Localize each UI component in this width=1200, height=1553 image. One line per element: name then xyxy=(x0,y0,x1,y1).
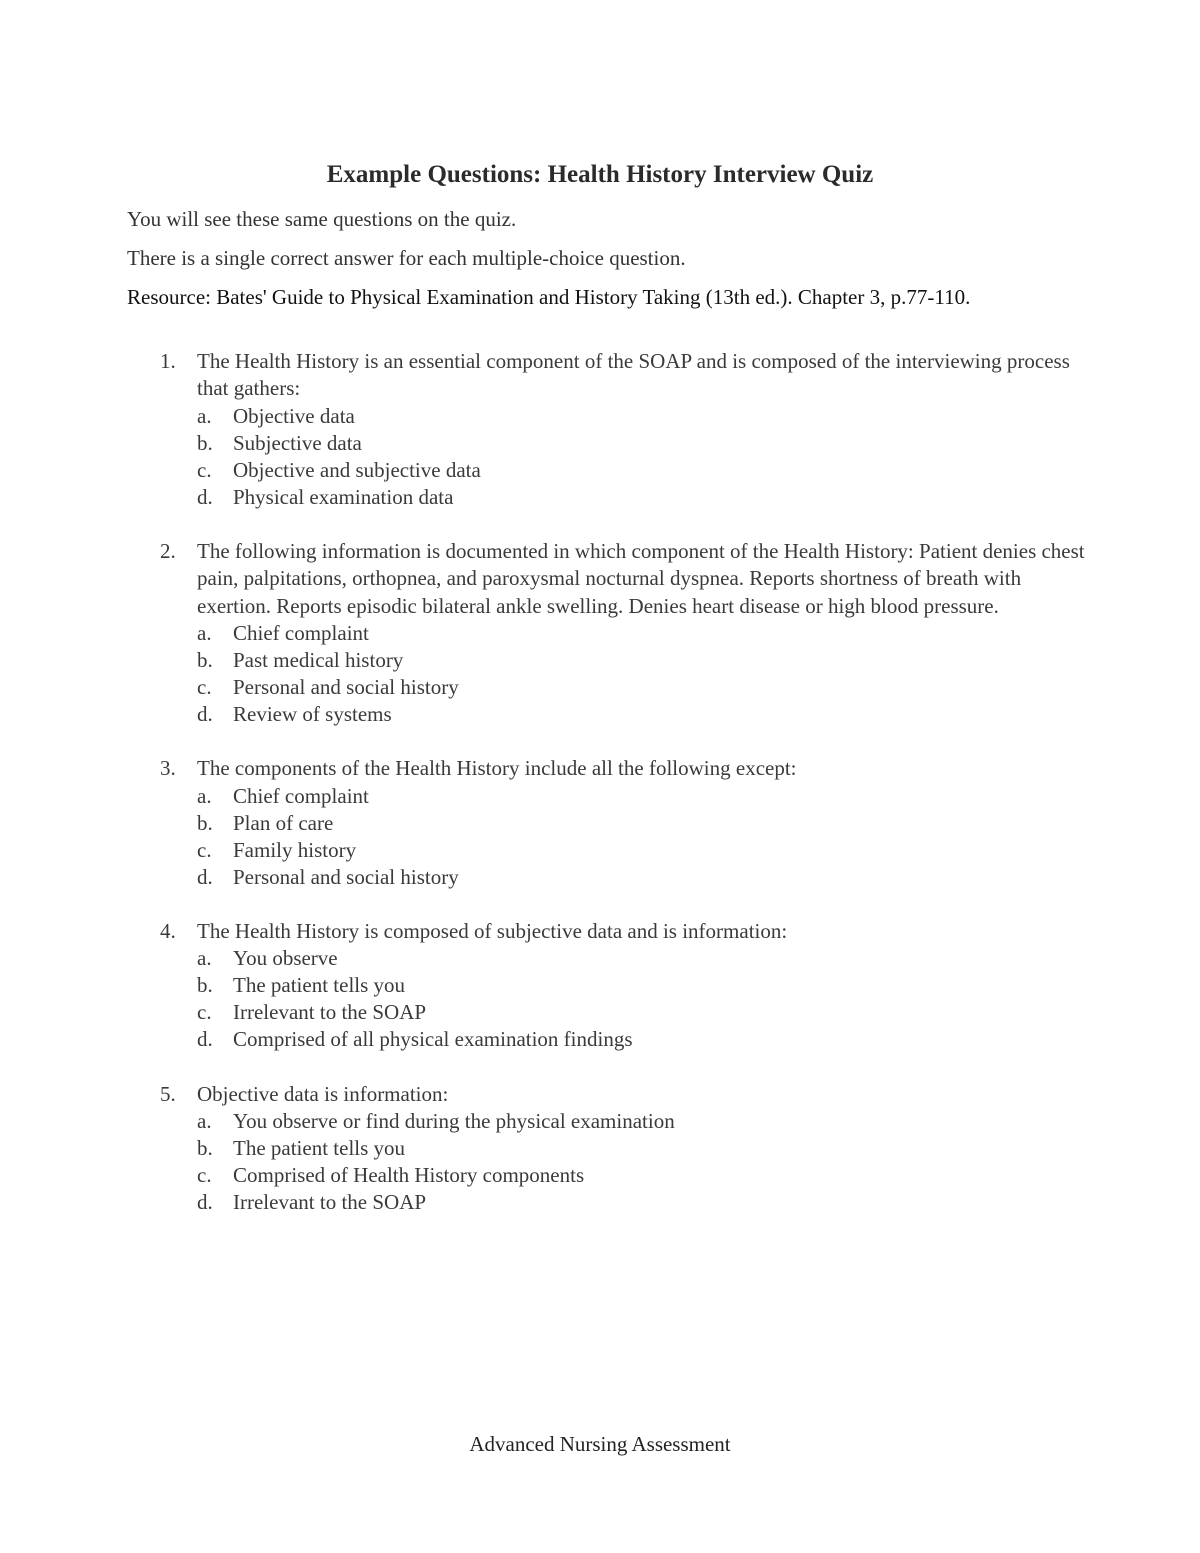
option-letter: a. xyxy=(197,783,212,808)
answer-options xyxy=(197,620,1090,728)
option-letter: b. xyxy=(197,810,213,835)
option-letter: d. xyxy=(197,1027,213,1052)
answer-option xyxy=(197,783,1090,810)
option-letter: d. xyxy=(197,1190,213,1215)
answer-option xyxy=(197,1026,1090,1053)
question-5 xyxy=(160,1081,1090,1217)
option-letter: a. xyxy=(197,403,212,428)
option-text: Objective data xyxy=(233,403,355,428)
option-text: You observe xyxy=(233,946,338,971)
option-text: Objective and subjective data xyxy=(233,457,481,482)
question-list xyxy=(160,348,1090,1243)
option-letter: c. xyxy=(197,837,212,862)
answer-option xyxy=(197,430,1090,457)
answer-options xyxy=(197,403,1090,511)
answer-option xyxy=(197,620,1090,647)
answer-option xyxy=(197,837,1090,864)
question-text: The Health History is composed of subjective data and is information: xyxy=(197,918,788,943)
option-letter: a. xyxy=(197,620,212,645)
intro-section xyxy=(127,207,1087,324)
option-text: Review of systems xyxy=(233,702,392,727)
answer-option xyxy=(197,945,1090,972)
question-text: The Health History is an essential component of the SOAP and is composed of the interviewing process that gathers: xyxy=(197,349,1070,401)
option-letter: b. xyxy=(197,430,213,455)
answer-option xyxy=(197,701,1090,728)
page-footer: Advanced Nursing Assessment xyxy=(469,1432,731,1456)
intro-line-single-answer: There is a single correct answer for each multiple-choice question. xyxy=(127,246,686,270)
option-letter: c. xyxy=(197,457,212,482)
answer-option xyxy=(197,457,1090,484)
answer-option xyxy=(197,810,1090,837)
answer-option xyxy=(197,864,1090,891)
answer-option xyxy=(197,972,1090,999)
option-letter: a. xyxy=(197,946,212,971)
answer-options xyxy=(197,783,1090,891)
option-text: Personal and social history xyxy=(233,675,459,700)
option-letter: a. xyxy=(197,1108,212,1133)
answer-option xyxy=(197,484,1090,511)
option-letter: c. xyxy=(197,1000,212,1025)
answer-option xyxy=(197,674,1090,701)
answer-option xyxy=(197,1189,1090,1216)
option-text: Comprised of all physical examination findings xyxy=(233,1027,633,1052)
option-letter: b. xyxy=(197,1135,213,1160)
question-3 xyxy=(160,755,1090,891)
question-text: The following information is documented in which component of the Health History: Patient denies chest pain, palpitations, orthopnea, and paroxysmal nocturnal dyspnea. Reports shortness of breath with exertion. Reports episodic bilateral ankle swelling. Denies heart disease or high blood pressure. xyxy=(197,538,1085,618)
option-text: Irrelevant to the SOAP xyxy=(233,1190,427,1215)
option-text: The patient tells you xyxy=(233,1135,406,1160)
page-title: Example Questions: Health History Interview Quiz xyxy=(326,160,874,188)
question-4 xyxy=(160,918,1090,1054)
option-letter: d. xyxy=(197,702,213,727)
answer-options xyxy=(197,1108,1090,1216)
question-number: 1. xyxy=(160,349,176,373)
question-text: The components of the Health History include all the following except: xyxy=(197,756,797,781)
option-text: Chief complaint xyxy=(233,620,369,645)
option-letter: d. xyxy=(197,864,213,889)
option-text: Plan of care xyxy=(233,810,334,835)
option-text: Chief complaint xyxy=(233,783,369,808)
option-letter: d. xyxy=(197,484,213,509)
answer-options xyxy=(197,945,1090,1053)
option-text: Past medical history xyxy=(233,647,404,672)
option-text: Irrelevant to the SOAP xyxy=(233,1000,427,1025)
option-letter: c. xyxy=(197,675,212,700)
option-letter: c. xyxy=(197,1163,212,1188)
option-text: Comprised of Health History components xyxy=(233,1163,585,1188)
question-number: 5. xyxy=(160,1081,176,1106)
question-number: 4. xyxy=(160,918,176,943)
intro-line-quiz: You will see these same questions on the quiz. xyxy=(127,207,517,231)
option-text: You observe or find during the physical examination xyxy=(233,1108,675,1133)
answer-option xyxy=(197,647,1090,674)
answer-option xyxy=(197,1135,1090,1162)
question-number: 2. xyxy=(160,538,176,563)
intro-line-resource: Resource: Bates' Guide to Physical Examination and History Taking (13th ed.). Chapter 3, p.77-110. xyxy=(127,285,971,309)
question-2 xyxy=(160,538,1090,728)
question-text: Objective data is information: xyxy=(197,1081,449,1106)
answer-option xyxy=(197,1108,1090,1135)
answer-option xyxy=(197,999,1090,1026)
option-text: Physical examination data xyxy=(233,484,454,509)
answer-option xyxy=(197,403,1090,430)
option-text: Family history xyxy=(233,837,357,862)
option-letter: b. xyxy=(197,973,213,998)
question-number: 3. xyxy=(160,756,176,781)
option-letter: b. xyxy=(197,647,213,672)
answer-option xyxy=(197,1162,1090,1189)
option-text: Personal and social history xyxy=(233,864,459,889)
question-1 xyxy=(160,348,1090,511)
option-text: The patient tells you xyxy=(233,973,406,998)
option-text: Subjective data xyxy=(233,430,362,455)
